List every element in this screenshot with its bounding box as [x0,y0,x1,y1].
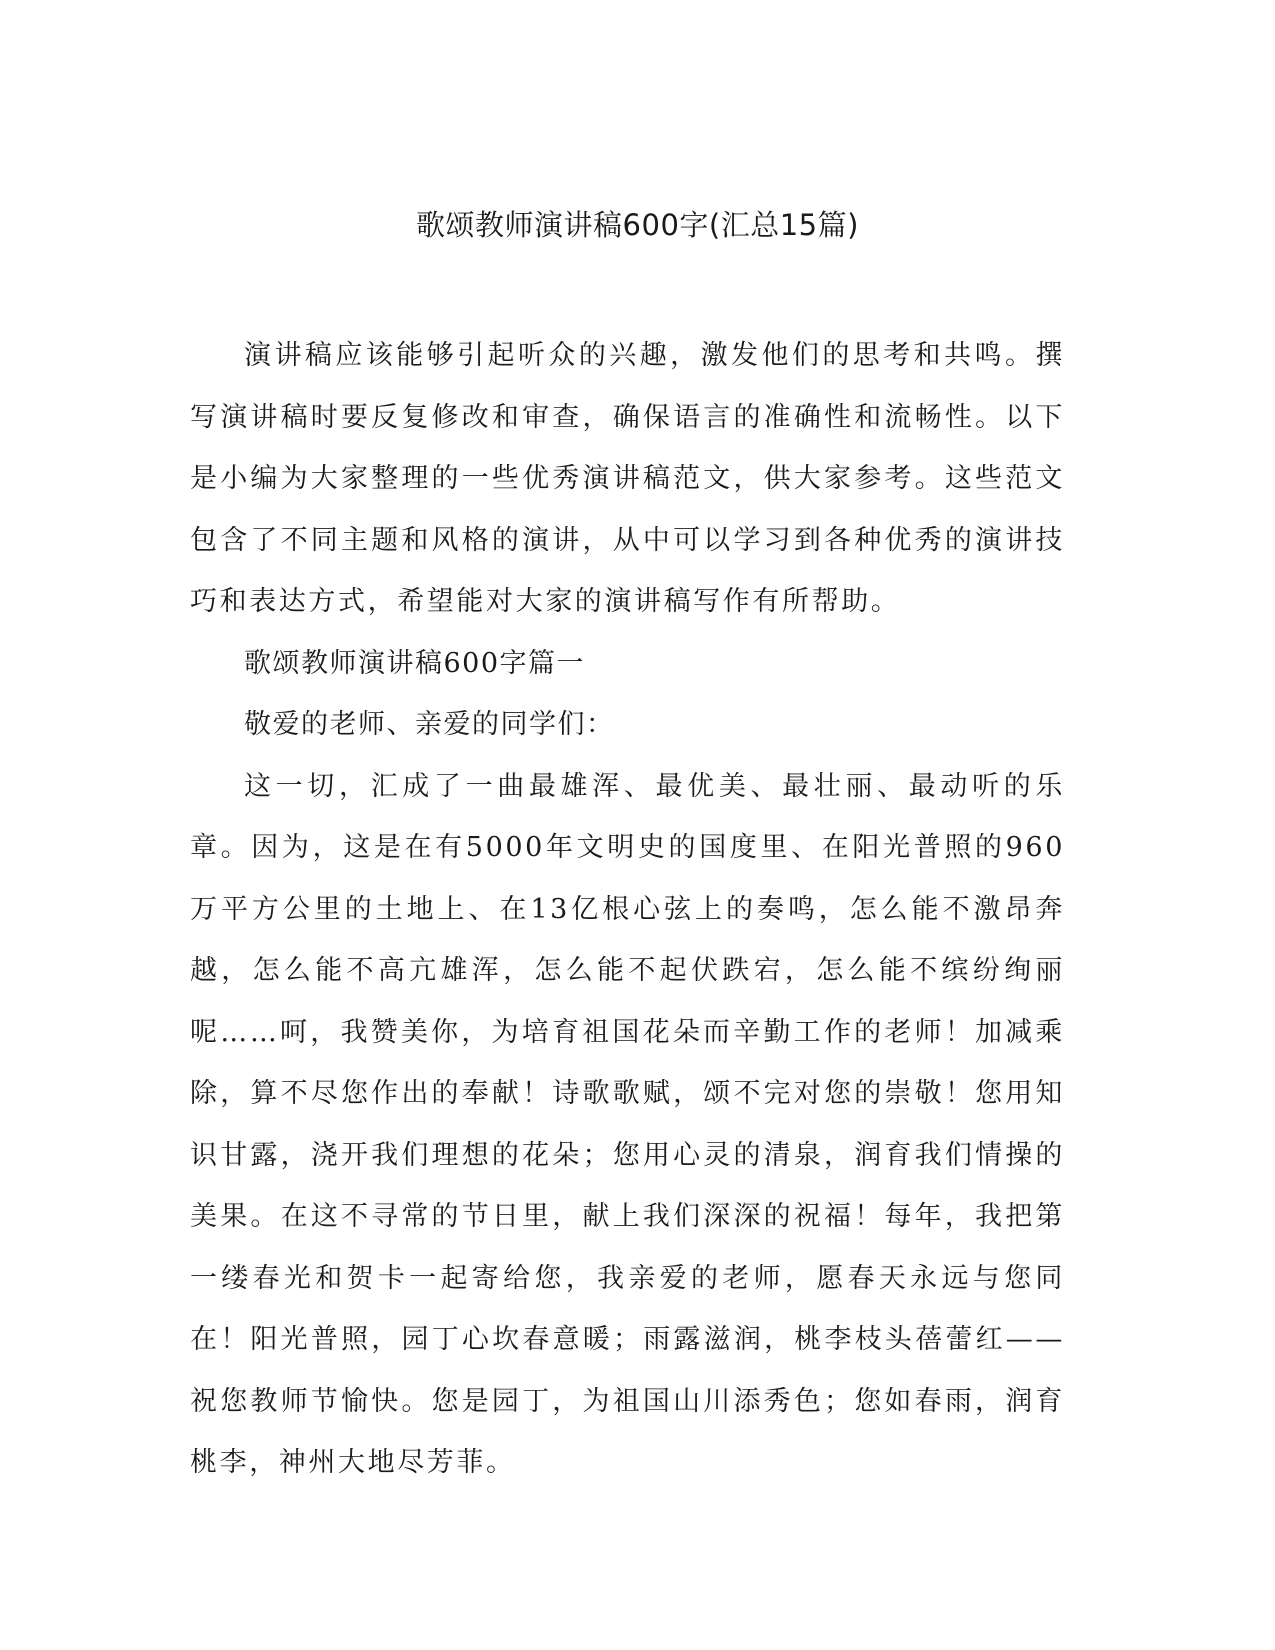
document-title: 歌颂教师演讲稿600字(汇总15篇) [416,208,859,242]
document-body [190,325,1065,1494]
speech-paragraph: 这一切，汇成了一曲最雄浑、最优美、最壮丽、最动听的乐章。因为，这是在有5000年文明史的国度里、在阳光普照的960万平方公里的土地上、在13亿根心弦上的奏鸣，怎么能不激昂奔越，怎么能不高亢雄浑，怎么能不起伏跌宕，怎么能不缤纷绚丽呢……呵，我赞美你，为培育祖国花朵而辛勤工作的老师！加减乘除，算不尽您作出的奉献！诗歌歌赋，颂不完对您的崇敬！您用知识甘露，浇开我们理想的花朵；您用心灵的清泉，润育我们情操的美果。在这不寻常的节日里，献上我们深深的祝福！每年，我把第一缕春光和贺卡一起寄给您，我亲爱的老师，愿春天永远与您同在！阳光普照，园丁心坎春意暖；雨露滋润，桃李枝头蓓蕾红——祝您教师节愉快。您是园丁，为祖国山川添秀色；您如春雨，润育桃李，神州大地尽芳菲。 [190,770,1065,1478]
intro-paragraph: 演讲稿应该能够引起听众的兴趣，激发他们的思考和共鸣。撰写演讲稿时要反复修改和审查，确保语言的准确性和流畅性。以下是小编为大家整理的一些优秀演讲稿范文，供大家参考。这些范文包含了不同主题和风格的演讲，从中可以学习到各种优秀的演讲技巧和表达方式，希望能对大家的演讲稿写作有所帮助。 [190,340,1065,617]
salutation: 敬爱的老师、亲爱的同学们： [244,709,615,740]
section-heading: 歌颂教师演讲稿600字篇一 [244,647,586,679]
